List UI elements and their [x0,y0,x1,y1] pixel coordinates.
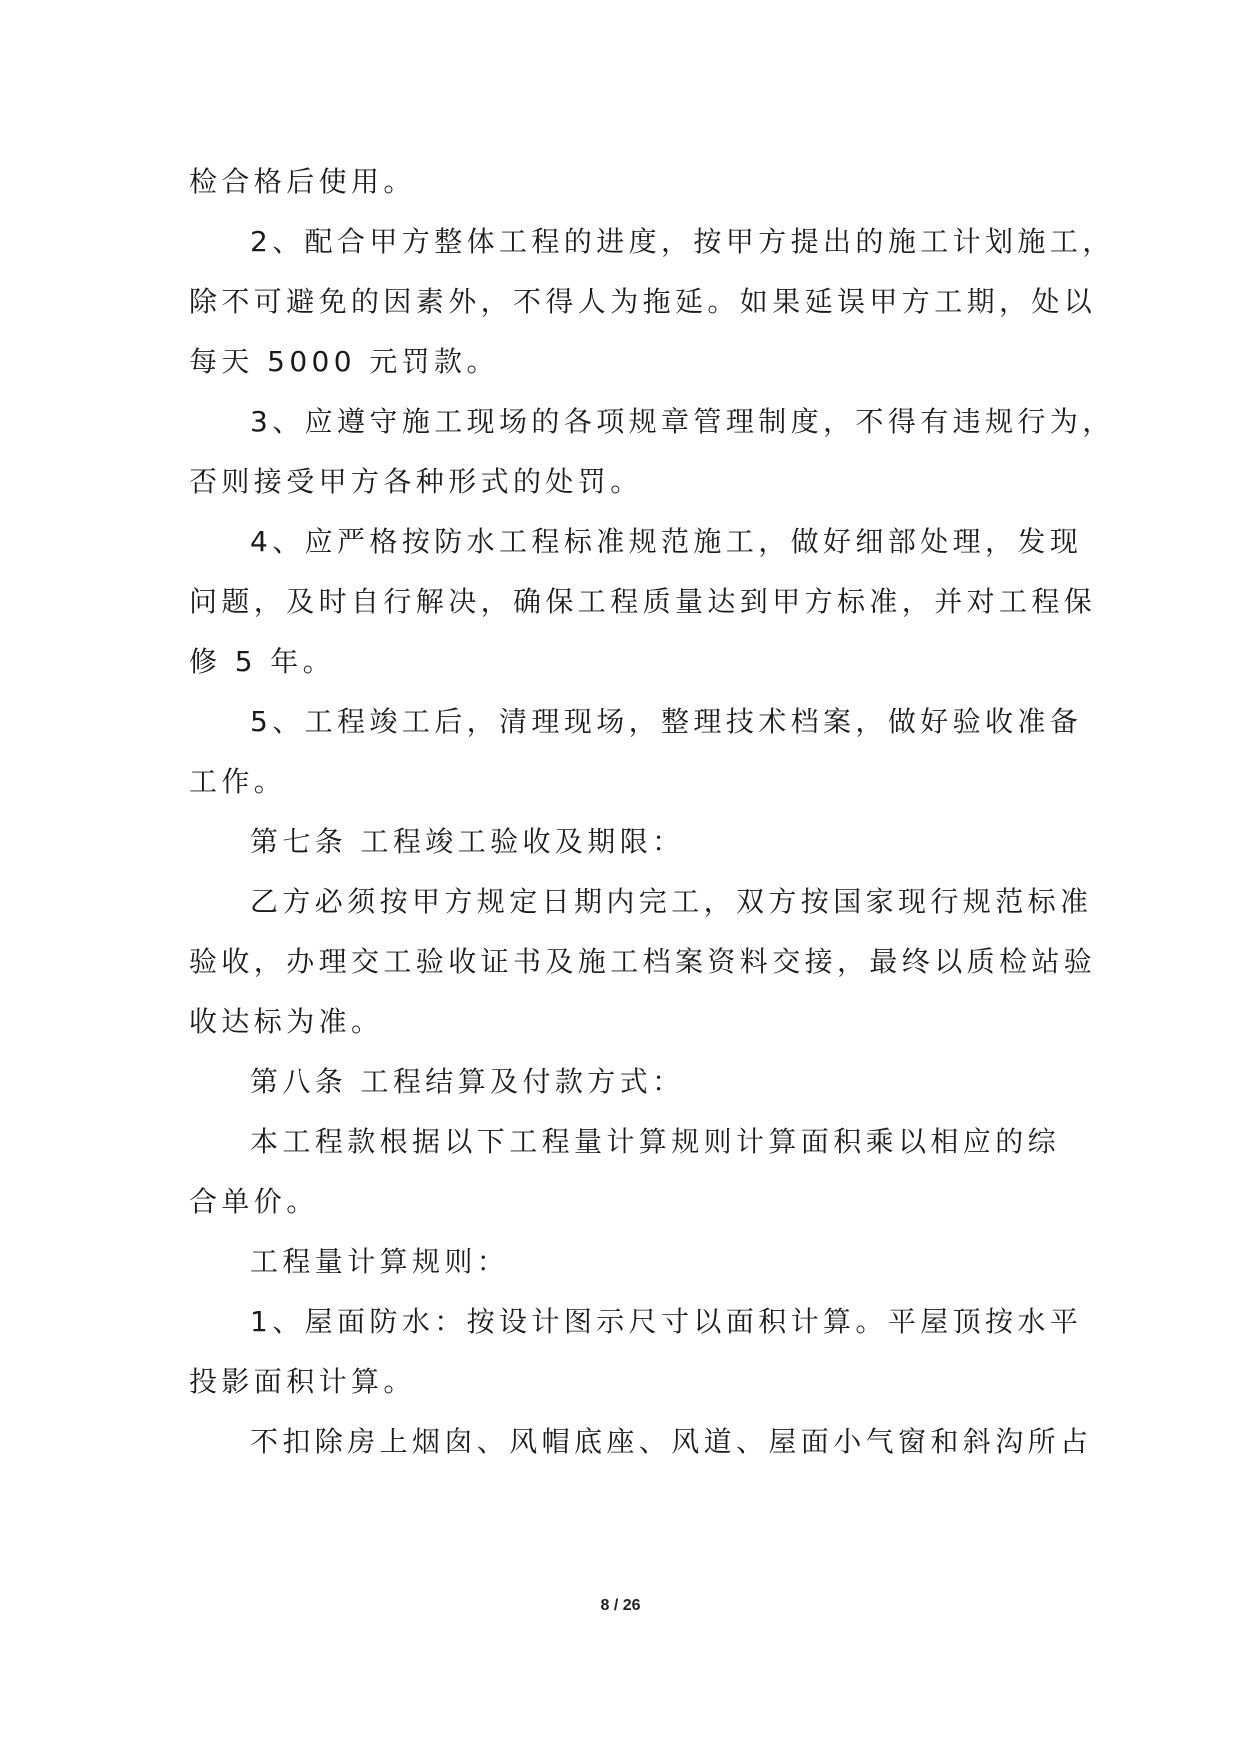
text-line: 问题，及时自行解决，确保工程质量达到甲方标准，并对工程保 [189,585,1097,618]
text-line: 3、应遵守施工现场的各项规章管理制度，不得有违规行为， [250,405,1115,438]
section-heading: 第七条 工程竣工验收及期限： [250,825,685,858]
text-line: 乙方必须按甲方规定日期内完工，双方按国家现行规范标准 [250,885,1093,918]
text-line: 工作。 [189,765,287,798]
text-line: 5、工程竣工后，清理现场，整理技术档案，做好验收准备 [250,705,1083,738]
text-line: 2、配合甲方整体工程的进度，按甲方提出的施工计划施工， [250,225,1115,258]
text-line: 收达标为准。 [189,1005,384,1038]
text-line: 检合格后使用。 [189,165,416,198]
section-heading: 第八条 工程结算及付款方式： [250,1065,685,1098]
text-line: 验收，办理交工验收证书及施工档案资料交接，最终以质检站验 [189,945,1097,978]
text-line: 修 5 年。 [189,645,336,678]
text-line: 否则接受甲方各种形式的处罚。 [189,465,643,498]
text-line: 4、应严格按防水工程标准规范施工，做好细部处理，发现 [250,525,1083,558]
document-body [189,152,1115,1472]
text-line: 不扣除房上烟囱、风帽底座、风道、屋面小气窗和斜沟所占 [250,1425,1093,1458]
text-line: 投影面积计算。 [189,1365,416,1398]
page-number: 8 / 26 [600,1597,641,1614]
text-line: 除不可避免的因素外，不得人为拖延。如果延误甲方工期，处以 [189,285,1097,318]
text-line: 每天 5000 元罚款。 [189,345,499,378]
text-line: 合单价。 [189,1185,319,1218]
text-line: 工程量计算规则： [250,1245,510,1278]
text-line: 本工程款根据以下工程量计算规则计算面积乘以相应的综 [250,1125,1061,1158]
text-line: 1、屋面防水：按设计图示尺寸以面积计算。平屋顶按水平 [250,1305,1083,1338]
